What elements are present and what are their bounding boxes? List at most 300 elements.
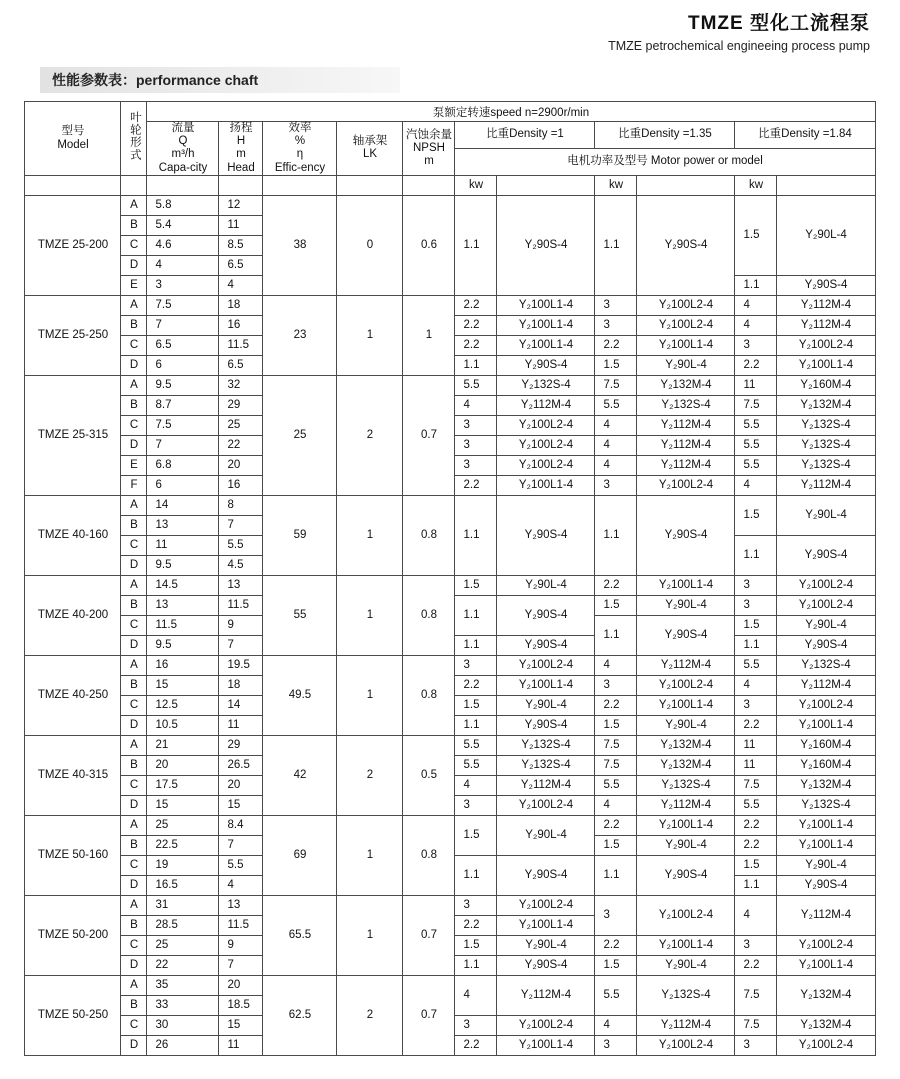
- cell-motor-model-2: Y₂100L2-4: [637, 295, 735, 315]
- cell-head: 16: [219, 315, 263, 335]
- cell-flow: 14.5: [147, 575, 219, 595]
- cell-npsh: 0.7: [403, 895, 455, 975]
- cell-flow: 11: [147, 535, 219, 555]
- cell-head: 12: [219, 195, 263, 215]
- col-header-density-1: 比重Density =1: [455, 122, 595, 149]
- cell-efficiency: 38: [263, 195, 337, 295]
- cell-impeller-letter: C: [121, 535, 147, 555]
- cell-flow: 9.5: [147, 375, 219, 395]
- cell-flow: 5.8: [147, 195, 219, 215]
- cell-motor-kw-2: 3: [595, 675, 637, 695]
- spacer-impeller: [121, 175, 147, 195]
- col-header-model-3: [777, 175, 875, 195]
- cell-motor-kw-3: 2.2: [735, 955, 777, 975]
- cell-motor-model-2: Y₂90S-4: [637, 495, 735, 575]
- col-header-motor: 电机功率及型号 Motor power or model: [455, 148, 875, 175]
- cell-motor-model-2: Y₂112M-4: [637, 455, 735, 475]
- cell-head: 7: [219, 635, 263, 655]
- cell-efficiency: 65.5: [263, 895, 337, 975]
- cell-motor-model-2: Y₂132S-4: [637, 395, 735, 415]
- cell-motor-kw-3: 2.2: [735, 835, 777, 855]
- cell-impeller-letter: A: [121, 895, 147, 915]
- cell-bearing: 1: [337, 895, 403, 975]
- cell-motor-model-3: Y₂112M-4: [777, 315, 875, 335]
- cell-efficiency: 23: [263, 295, 337, 375]
- cell-flow: 7.5: [147, 415, 219, 435]
- cell-flow: 25: [147, 935, 219, 955]
- cell-motor-model-1: Y₂90S-4: [497, 355, 595, 375]
- cell-head: 13: [219, 895, 263, 915]
- cell-flow: 9.5: [147, 555, 219, 575]
- cell-motor-model-1: Y₂100L2-4: [497, 895, 595, 915]
- spacer-bearing: [337, 175, 403, 195]
- cell-head: 6.5: [219, 355, 263, 375]
- cell-efficiency: 25: [263, 375, 337, 495]
- cell-motor-model-1: Y₂100L1-4: [497, 475, 595, 495]
- cell-impeller-letter: A: [121, 375, 147, 395]
- cell-motor-model-3: Y₂100L2-4: [777, 575, 875, 595]
- cell-impeller-letter: B: [121, 835, 147, 855]
- cell-motor-model-3: Y₂132M-4: [777, 975, 875, 1015]
- cell-motor-kw-2: 4: [595, 435, 637, 455]
- cell-bearing: 0: [337, 195, 403, 295]
- cell-motor-model-1: Y₂100L2-4: [497, 795, 595, 815]
- cell-flow: 31: [147, 895, 219, 915]
- cell-motor-model-1: Y₂90S-4: [497, 855, 595, 895]
- cell-motor-model-3: Y₂90L-4: [777, 195, 875, 275]
- cell-head: 26.5: [219, 755, 263, 775]
- cell-motor-kw-3: 1.5: [735, 195, 777, 275]
- cell-motor-kw-3: 11: [735, 755, 777, 775]
- cell-motor-kw-3: 3: [735, 595, 777, 615]
- col-header-npsh: 汽蚀余量 NPSH m: [403, 122, 455, 176]
- cell-motor-model-2: Y₂90L-4: [637, 595, 735, 615]
- cell-motor-kw-3: 1.1: [735, 875, 777, 895]
- cell-head: 8.4: [219, 815, 263, 835]
- spacer-head: [219, 175, 263, 195]
- cell-head: 5.5: [219, 535, 263, 555]
- cell-motor-kw-3: 4: [735, 895, 777, 935]
- cell-head: 9: [219, 935, 263, 955]
- cell-motor-model-3: Y₂90L-4: [777, 615, 875, 635]
- cell-motor-model-2: Y₂100L2-4: [637, 475, 735, 495]
- cell-motor-kw-3: 5.5: [735, 415, 777, 435]
- cell-impeller-letter: A: [121, 195, 147, 215]
- cell-impeller-letter: B: [121, 995, 147, 1015]
- cell-motor-model-1: Y₂100L2-4: [497, 1015, 595, 1035]
- cell-motor-kw-1: 3: [455, 655, 497, 675]
- spacer-npsh: [403, 175, 455, 195]
- cell-motor-model-2: Y₂100L2-4: [637, 675, 735, 695]
- cell-motor-kw-1: 3: [455, 415, 497, 435]
- cell-bearing: 1: [337, 495, 403, 575]
- cell-motor-kw-3: 4: [735, 295, 777, 315]
- cell-motor-kw-2: 1.5: [595, 835, 637, 855]
- col-header-efficiency: 效率 % η Effic-ency: [263, 122, 337, 176]
- cell-motor-kw-1: 1.1: [455, 195, 497, 295]
- cell-npsh: 0.8: [403, 495, 455, 575]
- cell-motor-kw-2: 7.5: [595, 375, 637, 395]
- cell-motor-kw-1: 2.2: [455, 915, 497, 935]
- cell-motor-model-3: Y₂100L1-4: [777, 955, 875, 975]
- cell-motor-kw-1: 3: [455, 795, 497, 815]
- cell-impeller-letter: D: [121, 255, 147, 275]
- cell-impeller-letter: B: [121, 755, 147, 775]
- cell-impeller-letter: E: [121, 275, 147, 295]
- cell-motor-kw-1: 1.5: [455, 935, 497, 955]
- table-row: [25, 295, 875, 315]
- cell-motor-model-3: Y₂100L2-4: [777, 335, 875, 355]
- cell-npsh: 0.8: [403, 575, 455, 655]
- cell-model: TMZE 25-250: [25, 295, 121, 375]
- cell-head: 6.5: [219, 255, 263, 275]
- cell-motor-model-2: Y₂112M-4: [637, 1015, 735, 1035]
- cell-flow: 19: [147, 855, 219, 875]
- cell-head: 18: [219, 675, 263, 695]
- cell-head: 11: [219, 1035, 263, 1055]
- cell-impeller-letter: B: [121, 515, 147, 535]
- cell-model: TMZE 50-160: [25, 815, 121, 895]
- cell-motor-kw-1: 4: [455, 975, 497, 1015]
- cell-flow: 25: [147, 815, 219, 835]
- cell-head: 18.5: [219, 995, 263, 1015]
- cell-bearing: 2: [337, 375, 403, 495]
- cell-motor-model-3: Y₂160M-4: [777, 375, 875, 395]
- cell-bearing: 1: [337, 295, 403, 375]
- cell-motor-model-1: Y₂90S-4: [497, 635, 595, 655]
- cell-motor-model-3: Y₂112M-4: [777, 675, 875, 695]
- cell-motor-model-1: Y₂132S-4: [497, 755, 595, 775]
- cell-impeller-letter: B: [121, 595, 147, 615]
- col-header-model-2: [637, 175, 735, 195]
- cell-motor-model-1: Y₂112M-4: [497, 395, 595, 415]
- title-cn: TMZE 型化工流程泵: [688, 13, 870, 34]
- cell-impeller-letter: A: [121, 295, 147, 315]
- cell-motor-kw-2: 2.2: [595, 335, 637, 355]
- cell-motor-model-2: Y₂90L-4: [637, 835, 735, 855]
- cell-motor-kw-2: 1.1: [595, 195, 637, 295]
- cell-motor-model-1: Y₂132S-4: [497, 375, 595, 395]
- cell-head: 11.5: [219, 335, 263, 355]
- cell-flow: 3: [147, 275, 219, 295]
- cell-impeller-letter: C: [121, 695, 147, 715]
- cell-motor-kw-3: 5.5: [735, 455, 777, 475]
- cell-efficiency: 62.5: [263, 975, 337, 1055]
- cell-motor-model-1: Y₂90L-4: [497, 935, 595, 955]
- cell-motor-model-2: Y₂90L-4: [637, 355, 735, 375]
- col-header-model-1: [497, 175, 595, 195]
- table-row: [25, 735, 875, 755]
- cell-motor-kw-2: 4: [595, 415, 637, 435]
- cell-head: 11: [219, 715, 263, 735]
- cell-head: 9: [219, 615, 263, 635]
- cell-bearing: 2: [337, 735, 403, 815]
- cell-efficiency: 69: [263, 815, 337, 895]
- cell-head: 8: [219, 495, 263, 515]
- cell-motor-model-1: Y₂90L-4: [497, 575, 595, 595]
- cell-flow: 26: [147, 1035, 219, 1055]
- cell-motor-model-3: Y₂132S-4: [777, 415, 875, 435]
- cell-flow: 9.5: [147, 635, 219, 655]
- cell-impeller-letter: C: [121, 615, 147, 635]
- cell-motor-model-2: Y₂100L2-4: [637, 895, 735, 935]
- cell-motor-kw-1: 1.1: [455, 495, 497, 575]
- section-subtitle: [40, 67, 400, 93]
- cell-motor-kw-3: 7.5: [735, 1015, 777, 1035]
- cell-motor-kw-1: 2.2: [455, 1035, 497, 1055]
- cell-motor-model-1: Y₂100L1-4: [497, 675, 595, 695]
- cell-flow: 21: [147, 735, 219, 755]
- cell-model: TMZE 25-200: [25, 195, 121, 295]
- cell-motor-kw-3: 3: [735, 575, 777, 595]
- table-row: [25, 815, 875, 835]
- cell-npsh: 0.5: [403, 735, 455, 815]
- cell-impeller-letter: C: [121, 235, 147, 255]
- cell-motor-kw-1: 1.1: [455, 635, 497, 655]
- cell-flow: 8.7: [147, 395, 219, 415]
- cell-flow: 7: [147, 435, 219, 455]
- cell-motor-kw-2: 3: [595, 1035, 637, 1055]
- cell-motor-kw-2: 1.1: [595, 855, 637, 895]
- cell-motor-model-2: Y₂132M-4: [637, 755, 735, 775]
- cell-motor-kw-3: 1.5: [735, 855, 777, 875]
- cell-flow: 4: [147, 255, 219, 275]
- cell-head: 8.5: [219, 235, 263, 255]
- cell-flow: 6: [147, 475, 219, 495]
- cell-motor-model-3: Y₂112M-4: [777, 895, 875, 935]
- cell-motor-model-2: Y₂132S-4: [637, 775, 735, 795]
- cell-flow: 17.5: [147, 775, 219, 795]
- cell-motor-kw-3: 1.5: [735, 495, 777, 535]
- cell-npsh: 0.7: [403, 975, 455, 1055]
- cell-motor-model-3: Y₂132S-4: [777, 795, 875, 815]
- cell-head: 25: [219, 415, 263, 435]
- cell-impeller-letter: E: [121, 455, 147, 475]
- cell-motor-model-1: Y₂100L1-4: [497, 335, 595, 355]
- cell-motor-model-3: Y₂100L2-4: [777, 1035, 875, 1055]
- cell-motor-model-3: Y₂100L1-4: [777, 715, 875, 735]
- cell-motor-kw-1: 1.1: [455, 595, 497, 635]
- cell-head: 11.5: [219, 595, 263, 615]
- cell-impeller-letter: B: [121, 915, 147, 935]
- cell-motor-kw-3: 1.5: [735, 615, 777, 635]
- cell-motor-kw-1: 3: [455, 1015, 497, 1035]
- cell-motor-kw-3: 4: [735, 675, 777, 695]
- cell-motor-kw-3: 1.1: [735, 275, 777, 295]
- cell-motor-model-3: Y₂132M-4: [777, 775, 875, 795]
- table-row: [25, 375, 875, 395]
- cell-flow: 35: [147, 975, 219, 995]
- cell-motor-model-1: Y₂100L2-4: [497, 435, 595, 455]
- cell-motor-model-2: Y₂90L-4: [637, 955, 735, 975]
- cell-flow: 20: [147, 755, 219, 775]
- cell-motor-kw-3: 3: [735, 1035, 777, 1055]
- cell-motor-model-2: Y₂112M-4: [637, 415, 735, 435]
- cell-flow: 13: [147, 595, 219, 615]
- cell-bearing: 1: [337, 815, 403, 895]
- cell-motor-model-2: Y₂90S-4: [637, 855, 735, 895]
- cell-motor-kw-3: 7.5: [735, 395, 777, 415]
- col-header-density-184: 比重Density =1.84: [735, 122, 875, 149]
- cell-motor-kw-1: 1.5: [455, 695, 497, 715]
- cell-efficiency: 59: [263, 495, 337, 575]
- cell-motor-model-2: Y₂132M-4: [637, 735, 735, 755]
- cell-head: 7: [219, 835, 263, 855]
- cell-head: 15: [219, 1015, 263, 1035]
- cell-flow: 30: [147, 1015, 219, 1035]
- cell-motor-model-3: Y₂100L2-4: [777, 935, 875, 955]
- cell-head: 15: [219, 795, 263, 815]
- cell-npsh: 0.6: [403, 195, 455, 295]
- cell-motor-model-2: Y₂112M-4: [637, 435, 735, 455]
- cell-motor-kw-2: 4: [595, 455, 637, 475]
- cell-impeller-letter: D: [121, 795, 147, 815]
- cell-flow: 22.5: [147, 835, 219, 855]
- col-header-kw-2: kw: [595, 175, 637, 195]
- cell-motor-model-3: Y₂90S-4: [777, 635, 875, 655]
- table-row: [25, 975, 875, 995]
- cell-motor-kw-3: 3: [735, 935, 777, 955]
- cell-motor-kw-3: 2.2: [735, 815, 777, 835]
- cell-motor-kw-2: 5.5: [595, 775, 637, 795]
- cell-impeller-letter: C: [121, 855, 147, 875]
- cell-head: 29: [219, 735, 263, 755]
- cell-motor-model-1: Y₂100L1-4: [497, 315, 595, 335]
- col-header-kw-1: kw: [455, 175, 497, 195]
- cell-motor-model-1: Y₂90L-4: [497, 695, 595, 715]
- cell-motor-kw-1: 2.2: [455, 295, 497, 315]
- col-header-kw-3: kw: [735, 175, 777, 195]
- cell-head: 4: [219, 875, 263, 895]
- cell-motor-kw-2: 3: [595, 895, 637, 935]
- cell-flow: 16.5: [147, 875, 219, 895]
- cell-motor-kw-1: 1.1: [455, 855, 497, 895]
- cell-model: TMZE 40-200: [25, 575, 121, 655]
- cell-motor-model-3: Y₂100L1-4: [777, 835, 875, 855]
- cell-motor-kw-3: 5.5: [735, 655, 777, 675]
- cell-model: TMZE 25-315: [25, 375, 121, 495]
- cell-motor-kw-2: 3: [595, 295, 637, 315]
- cell-motor-model-1: Y₂100L2-4: [497, 415, 595, 435]
- cell-motor-model-1: Y₂100L2-4: [497, 455, 595, 475]
- cell-model: TMZE 40-160: [25, 495, 121, 575]
- cell-flow: 33: [147, 995, 219, 1015]
- cell-motor-model-2: Y₂100L2-4: [637, 315, 735, 335]
- table-row: [25, 895, 875, 915]
- cell-impeller-letter: C: [121, 775, 147, 795]
- cell-motor-model-3: Y₂132S-4: [777, 435, 875, 455]
- cell-motor-model-2: Y₂90L-4: [637, 715, 735, 735]
- cell-bearing: 1: [337, 575, 403, 655]
- cell-impeller-letter: B: [121, 395, 147, 415]
- cell-motor-kw-2: 2.2: [595, 935, 637, 955]
- col-header-density-135: 比重Density =1.35: [595, 122, 735, 149]
- cell-motor-kw-3: 11: [735, 375, 777, 395]
- cell-impeller-letter: A: [121, 735, 147, 755]
- spacer-model: [25, 175, 121, 195]
- cell-head: 11: [219, 215, 263, 235]
- cell-motor-model-2: Y₂100L2-4: [637, 1035, 735, 1055]
- cell-flow: 5.4: [147, 215, 219, 235]
- cell-impeller-letter: D: [121, 555, 147, 575]
- col-header-bearing: 轴承架 LK: [337, 122, 403, 176]
- cell-impeller-letter: C: [121, 415, 147, 435]
- cell-impeller-letter: A: [121, 575, 147, 595]
- cell-model: TMZE 50-200: [25, 895, 121, 975]
- cell-motor-kw-1: 3: [455, 895, 497, 915]
- cell-motor-model-1: Y₂132S-4: [497, 735, 595, 755]
- cell-motor-kw-2: 3: [595, 475, 637, 495]
- cell-motor-kw-2: 2.2: [595, 695, 637, 715]
- cell-motor-model-2: Y₂90S-4: [637, 195, 735, 295]
- subtitle-text: 性能参数表：performance chaft: [52, 72, 259, 88]
- cell-motor-model-2: Y₂112M-4: [637, 795, 735, 815]
- cell-flow: 6.8: [147, 455, 219, 475]
- cell-motor-kw-2: 4: [595, 655, 637, 675]
- cell-motor-kw-3: 7.5: [735, 775, 777, 795]
- cell-motor-kw-1: 3: [455, 435, 497, 455]
- cell-motor-model-3: Y₂132M-4: [777, 395, 875, 415]
- cell-head: 14: [219, 695, 263, 715]
- cell-motor-model-3: Y₂100L2-4: [777, 595, 875, 615]
- cell-impeller-letter: C: [121, 935, 147, 955]
- cell-head: 16: [219, 475, 263, 495]
- cell-bearing: 1: [337, 655, 403, 735]
- cell-motor-kw-1: 2.2: [455, 475, 497, 495]
- cell-impeller-letter: D: [121, 635, 147, 655]
- cell-motor-kw-1: 1.1: [455, 355, 497, 375]
- cell-model: TMZE 40-250: [25, 655, 121, 735]
- cell-motor-kw-1: 5.5: [455, 375, 497, 395]
- cell-motor-model-3: Y₂90L-4: [777, 495, 875, 535]
- cell-impeller-letter: D: [121, 955, 147, 975]
- cell-impeller-letter: C: [121, 335, 147, 355]
- cell-head: 20: [219, 975, 263, 995]
- cell-motor-kw-2: 4: [595, 795, 637, 815]
- cell-motor-kw-2: 5.5: [595, 395, 637, 415]
- cell-head: 11.5: [219, 915, 263, 935]
- cell-efficiency: 42: [263, 735, 337, 815]
- cell-impeller-letter: D: [121, 1035, 147, 1055]
- cell-efficiency: 55: [263, 575, 337, 655]
- cell-impeller-letter: A: [121, 495, 147, 515]
- cell-head: 20: [219, 455, 263, 475]
- cell-impeller-letter: A: [121, 655, 147, 675]
- cell-motor-kw-2: 1.5: [595, 355, 637, 375]
- cell-motor-kw-2: 1.5: [595, 715, 637, 735]
- cell-impeller-letter: D: [121, 715, 147, 735]
- cell-motor-kw-2: 2.2: [595, 575, 637, 595]
- cell-motor-model-1: Y₂100L1-4: [497, 295, 595, 315]
- cell-motor-kw-3: 2.2: [735, 715, 777, 735]
- cell-head: 7: [219, 955, 263, 975]
- cell-motor-model-2: Y₂100L1-4: [637, 335, 735, 355]
- cell-flow: 7: [147, 315, 219, 335]
- cell-head: 29: [219, 395, 263, 415]
- cell-flow: 4.6: [147, 235, 219, 255]
- cell-head: 4: [219, 275, 263, 295]
- cell-motor-kw-3: 5.5: [735, 795, 777, 815]
- cell-impeller-letter: D: [121, 435, 147, 455]
- cell-model: TMZE 50-250: [25, 975, 121, 1055]
- cell-motor-model-1: Y₂90S-4: [497, 955, 595, 975]
- cell-motor-model-1: Y₂100L1-4: [497, 915, 595, 935]
- cell-motor-kw-1: 2.2: [455, 675, 497, 695]
- cell-motor-model-2: Y₂132M-4: [637, 375, 735, 395]
- cell-motor-model-2: Y₂100L1-4: [637, 935, 735, 955]
- cell-motor-model-3: Y₂132M-4: [777, 1015, 875, 1035]
- cell-motor-model-2: Y₂100L1-4: [637, 575, 735, 595]
